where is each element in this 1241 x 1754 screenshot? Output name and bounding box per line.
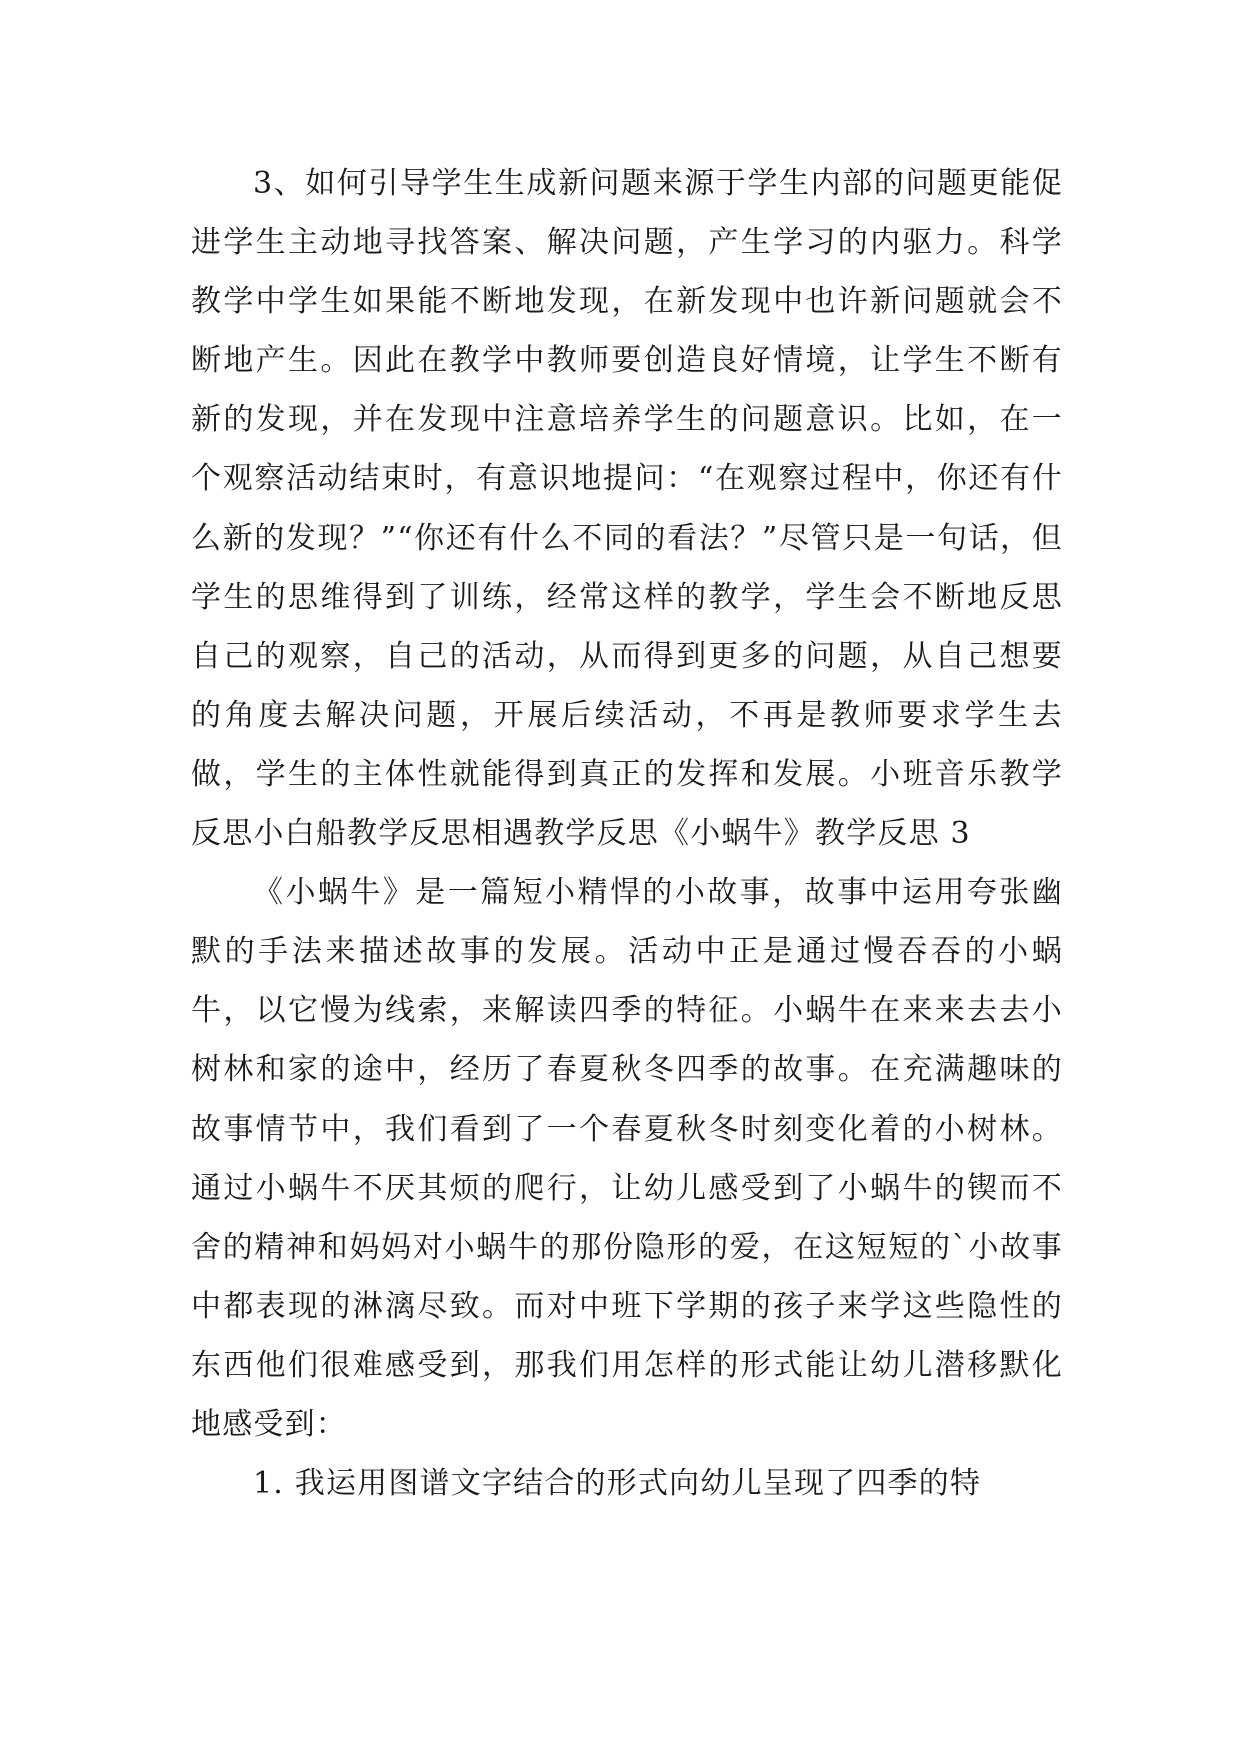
paragraph-science-questioning: 3、如何引导学生生成新问题来源于学生内部的问题更能促进学生主动地寻找答案、解决问题，产生学习的内驱力。科学教学中学生如果能不断地发现，在新发现中也许新问题就会不断地产生。因此在教学中教师要创造良好情境，让学生不断有新的发现，并在发现中注意培养学生的问题意识。比如，在一个观察活动结束时，有意识地提问：“在观察过程中，你还有什么新的发现？”“你还有什么不同的看法？”尽管只是一句话，但学生的思维得到了训练，经常这样的教学，学生会不断地反思自己的观察，自己的活动，从而得到更多的问题，从自己想要的角度去解决问题，开展后续活动，不再是教师要求学生去做，学生的主体性就能得到真正的发挥和发展。小班音乐教学反思小白船教学反思相遇教学反思《小蜗牛》教学反思 3 — [191, 166, 1063, 852]
document-body — [191, 154, 1063, 1513]
paragraph-method-one: 1. 我运用图谱文字结合的形式向幼儿呈现了四季的特 — [253, 1466, 982, 1502]
paragraph-snail-story: 《小蜗牛》是一篇短小精悍的小故事，故事中运用夸张幽默的手法来描述故事的发展。活动中正是通过慢吞吞的小蜗牛，以它慢为线索，来解读四季的特征。小蜗牛在来来去去小树林和家的途中，经历了春夏秋冬四季的故事。在充满趣味的故事情节中，我们看到了一个春夏秋冬时刻变化着的小树林。通过小蜗牛不厌其烦的爬行，让幼儿感受到了小蜗牛的锲而不舍的精神和妈妈对小蜗牛的那份隐形的爱，在这短短的`小故事中都表现的淋漓尽致。而对中班下学期的孩子来学这些隐性的东西他们很难感受到，那我们用怎样的形式能让幼儿潜移默化地感受到： — [191, 875, 1063, 1442]
